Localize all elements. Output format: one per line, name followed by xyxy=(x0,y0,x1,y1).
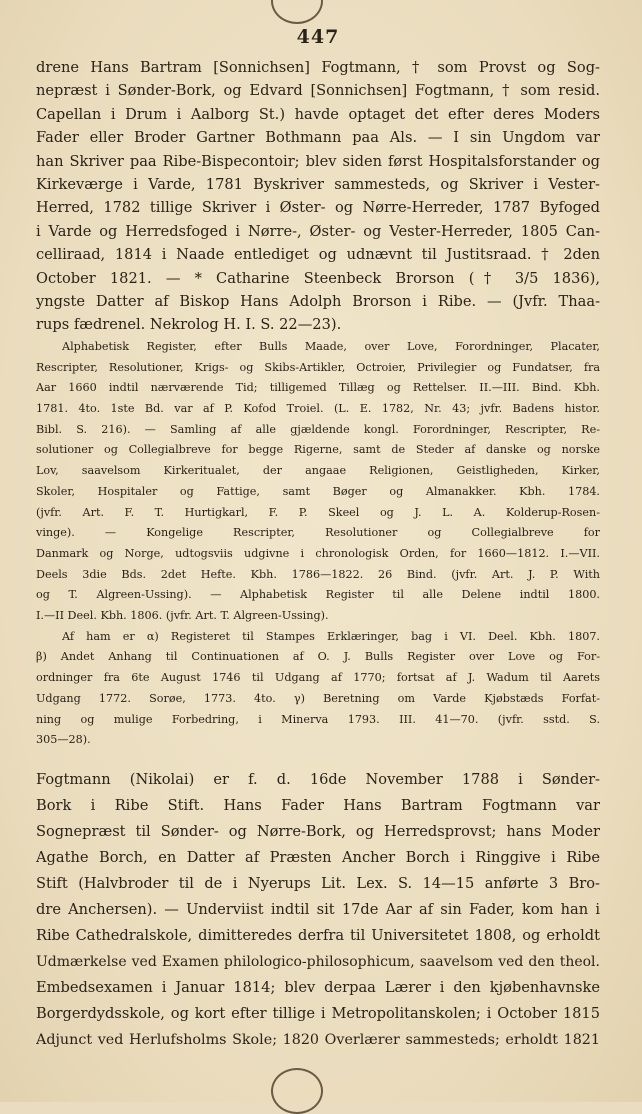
text-line: i Varde og Herredsfoged i Nørre-, Øster- og Vester-Herreder, 1805 Can- xyxy=(36,222,600,240)
text-line: drene Hans Bartram [Sonnichsen] Fogtmann, † som Provst og Sog- xyxy=(36,59,600,76)
text-line: Herred, 1782 tillige Skriver i Øster- og Nørre-Herreder, 1787 Byfoged xyxy=(36,199,600,217)
text-line: Embedsexamen i Januar 1814; blev derpaa Lærer i den kjøbenhavnske xyxy=(36,978,600,996)
paragraph-entry-fogtmann-nikolai xyxy=(36,767,600,1053)
text-line: han Skriver paa Ribe-Bispecontoir; blev siden først Hospitalsforstander og xyxy=(36,152,600,170)
text-line: 305—28). xyxy=(36,733,91,747)
text-line: solutioner og Collegialbreve for begge Rigerne, samt de Steder af danske og norske xyxy=(36,443,600,457)
text-line: Ribe Cathedralskole, dimitteredes derfra til Universitetet 1808, og erholdt xyxy=(36,926,600,944)
paragraph-other-works xyxy=(36,627,600,751)
text-line: Agathe Borch, en Datter af Præsten Ancher Borch i Ringgive i Ribe xyxy=(36,848,600,866)
text-line: celliraad, 1814 i Naade entlediget og udnævnt til Justitsraad. † 2den xyxy=(36,246,600,264)
text-line: β) Andet Anhang til Continuationen af O. J. Bulls Register over Love og For- xyxy=(36,650,600,664)
text-line: 1781. 4to. 1ste Bd. var af P. Kofod Troiel. (L. E. 1782, Nr. 43; jvfr. Badens histor. xyxy=(36,401,600,415)
text-line: Skoler, Hospitaler og Fattige, samt Bøger og Almanakker. Kbh. 1784. xyxy=(36,484,600,498)
text-line: Udgang 1772. Sorøe, 1773. 4to. γ) Beretning om Varde Kjøbstæds Forfat- xyxy=(36,691,600,705)
text-line: Adjunct ved Herlufsholms Skole; 1820 Overlærer sammesteds; erholdt 1821 xyxy=(36,1031,600,1048)
entry-heading-line: Fogtmann (Nikolai) er f. d. 16de November 1788 i Sønder- xyxy=(36,770,600,788)
text-line: Bork i Ribe Stift. Hans Fader Hans Bartram Fogtmann var xyxy=(36,796,600,814)
text-line: rups fædrenel. Nekrolog H. I. S. 22—23). xyxy=(36,316,342,334)
text-line: Af ham er α) Registeret til Stampes Erklæringer, bag i VI. Deel. Kbh. 1807. xyxy=(62,629,600,643)
paragraph-biography-continuation xyxy=(36,56,600,337)
text-line: Aar 1660 indtil nærværende Tid; tilligemed Tillæg og Rettelser. II.—III. Bind. Kbh. xyxy=(36,381,600,395)
text-line: nepræst i Sønder-Bork, og Edvard [Sonnichsen] Fogtmann, † som resid. xyxy=(36,82,600,100)
text-line: vinge). — Kongelige Rescripter, Resolutioner og Collegialbreve for xyxy=(36,526,600,540)
text-line: Lov, saavelsom Kirkeritualet, der angaae Religionen, Geistligheden, Kirker, xyxy=(36,464,600,478)
text-line: Stift (Halvbroder til de i Nyerups Lit. Lex. S. 14—15 anførte 3 Bro- xyxy=(36,874,600,892)
text-line: Kirkeværge i Varde, 1781 Byskriver sammesteds, og Skriver i Vester- xyxy=(36,176,600,194)
page-number: 447 xyxy=(296,26,340,48)
text-line: ordninger fra 6te August 1746 til Udgang af 1770; fortsat af J. Wadum til Aarets xyxy=(36,671,600,685)
text-line: Alphabetisk Register, efter Bulls Maade, over Love, Forordninger, Placater, xyxy=(62,339,600,353)
paragraph-works-list xyxy=(36,337,600,627)
text-line: (jvfr. Art. F. T. Hurtigkarl, F. P. Skeel og J. L. A. Kolderup-Rosen- xyxy=(36,505,600,519)
text-line: yngste Datter af Biskop Hans Adolph Brorson i Ribe. — (Jvfr. Thaa- xyxy=(36,293,600,311)
text-line: dre Anchersen). — Underviist indtil sit 17de Aar af sin Fader, kom han i xyxy=(36,900,600,918)
text-line: Udmærkelse ved Examen philologico-philosophicum, saavelsom ved den theol. xyxy=(36,953,600,970)
text-line: Borgerdydsskole, og kort efter tillige i Metropolitanskolen; i October 1815 xyxy=(36,1004,600,1022)
text-line: ning og mulige Forbedring, i Minerva 1793. III. 41—70. (jvfr. sstd. S. xyxy=(36,712,600,726)
text-line: Deels 3die Bds. 2det Hefte. Kbh. 1786—1822. 26 Bind. (jvfr. Art. J. P. With xyxy=(36,567,600,581)
text-line: I.—II Deel. Kbh. 1806. (jvfr. Art. T. Algreen-Ussing). xyxy=(36,609,329,623)
text-line: October 1821. — * Catharine Steenbeck Brorson († 3/5 1836), xyxy=(36,269,600,287)
page-arch-mark xyxy=(271,1068,323,1114)
text-line: Sognepræst til Sønder- og Nørre-Bork, og Herredsprovst; hans Moder xyxy=(36,822,600,840)
text-line: Danmark og Norge, udtogsviis udgivne i chronologisk Orden, for 1660—1812. I.—VII. xyxy=(36,546,600,560)
text-line: Bibl. S. 216). — Samling af alle gjældende kongl. Forordninger, Rescripter, Re- xyxy=(36,422,600,436)
text-line: Fader eller Broder Gartner Bothmann paa Als. — I sin Ungdom var xyxy=(36,129,600,147)
page-arch-mark xyxy=(271,0,323,24)
text-line: og T. Algreen-Ussing). — Alphabetisk Register til alle Delene indtil 1800. xyxy=(36,588,600,602)
text-line: Rescripter, Resolutioner, Krigs- og Skibs-Artikler, Octroier, Privilegier og Fundatser, fra xyxy=(36,360,600,374)
text-line: Capellan i Drum i Aalborg St.) havde optaget det efter deres Moders xyxy=(36,105,600,123)
